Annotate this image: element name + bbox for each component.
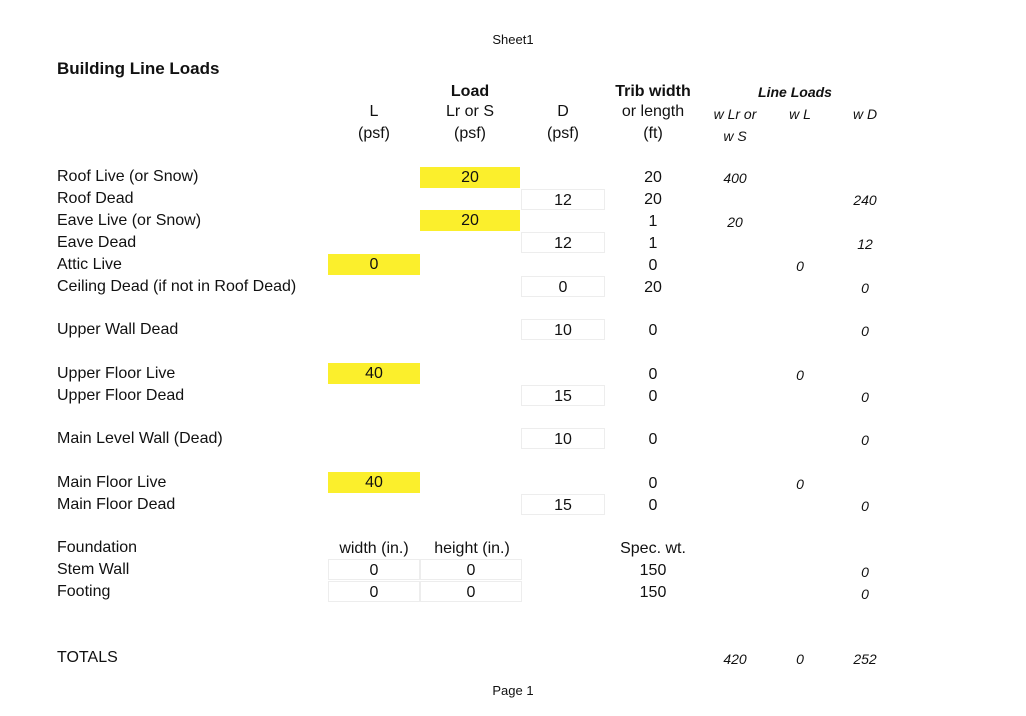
wD-value: 240 [853, 192, 877, 208]
trib-value: 1 [648, 235, 658, 252]
header-or-length: or length [621, 103, 685, 120]
header-L: L [369, 103, 379, 120]
wLrS-value: 400 [723, 170, 747, 186]
d-input[interactable]: 10 [521, 428, 605, 449]
foundation-width-header: width (in.) [339, 540, 409, 557]
wD-value: 0 [861, 323, 869, 339]
trib-value: 0 [648, 322, 658, 339]
trib-value: 1 [648, 213, 658, 230]
row-label: Eave Dead [57, 234, 137, 251]
header-wLrS-line2: w S [723, 128, 747, 144]
row-label: Upper Wall Dead [57, 321, 179, 338]
header-LrS: Lr or S [445, 103, 494, 120]
header-trib-unit: (ft) [643, 125, 663, 142]
page-footer: Page 1 [492, 683, 534, 698]
wD-value: 0 [861, 389, 869, 405]
wD-value: 12 [857, 236, 873, 252]
row-label: Ceiling Dead (if not in Roof Dead) [57, 278, 297, 295]
wL-value: 0 [796, 258, 804, 274]
row-label: Roof Dead [57, 190, 134, 207]
header-D-unit: (psf) [547, 125, 579, 142]
header-trib-width: Trib width [615, 83, 691, 100]
row-label: Attic Live [57, 256, 122, 273]
d-input[interactable]: 12 [521, 232, 605, 253]
foundation-height-input[interactable]: 0 [420, 559, 522, 580]
row-label: Upper Floor Live [57, 365, 176, 382]
header-wL: w L [789, 106, 811, 122]
lrs-input[interactable]: 20 [420, 210, 520, 231]
wL-value: 0 [796, 367, 804, 383]
trib-value: 20 [644, 191, 662, 208]
wD-value: 0 [861, 564, 869, 580]
total-wL: 0 [796, 651, 804, 667]
wD-value: 0 [861, 280, 869, 296]
row-label: Footing [57, 583, 111, 600]
row-label: Main Floor Live [57, 474, 167, 491]
trib-value: 0 [648, 497, 658, 514]
header-L-unit: (psf) [358, 125, 390, 142]
lrs-input[interactable]: 20 [420, 167, 520, 188]
foundation-specwt-value: 150 [639, 584, 667, 601]
trib-value: 0 [648, 388, 658, 405]
l-input[interactable]: 40 [328, 472, 420, 493]
wLrS-value: 20 [727, 214, 743, 230]
row-label: Stem Wall [57, 561, 130, 578]
totals-label: TOTALS [57, 649, 118, 666]
foundation-height-header: height (in.) [434, 540, 510, 557]
wD-value: 0 [861, 586, 869, 602]
foundation-width-input[interactable]: 0 [328, 581, 420, 602]
document-title: Building Line Loads [57, 59, 220, 78]
d-input[interactable]: 12 [521, 189, 605, 210]
row-label: Main Level Wall (Dead) [57, 430, 223, 447]
sheet-tab-title: Sheet1 [492, 32, 534, 47]
row-label: Eave Live (or Snow) [57, 212, 202, 229]
l-input[interactable]: 0 [328, 254, 420, 275]
d-input[interactable]: 15 [521, 385, 605, 406]
trib-value: 20 [644, 279, 662, 296]
trib-value: 0 [648, 366, 658, 383]
l-input[interactable]: 40 [328, 363, 420, 384]
header-load: Load [450, 83, 490, 100]
foundation-width-input[interactable]: 0 [328, 559, 420, 580]
foundation-specwt-header: Spec. wt. [620, 540, 686, 557]
foundation-specwt-value: 150 [639, 562, 667, 579]
d-input[interactable]: 0 [521, 276, 605, 297]
header-D: D [557, 103, 569, 120]
trib-value: 0 [648, 257, 658, 274]
total-wLrS: 420 [723, 651, 747, 667]
trib-value: 0 [648, 431, 658, 448]
row-label: Roof Live (or Snow) [57, 168, 199, 185]
row-label: Main Floor Dead [57, 496, 176, 513]
header-wLrS-line1: w Lr or [713, 106, 757, 122]
d-input[interactable]: 15 [521, 494, 605, 515]
trib-value: 20 [644, 169, 662, 186]
total-wD: 252 [853, 651, 877, 667]
header-line-loads: Line Loads [758, 84, 832, 100]
wL-value: 0 [796, 476, 804, 492]
foundation-label: Foundation [57, 539, 138, 556]
wD-value: 0 [861, 432, 869, 448]
header-wD: w D [852, 106, 878, 122]
trib-value: 0 [648, 475, 658, 492]
d-input[interactable]: 10 [521, 319, 605, 340]
header-LrS-unit: (psf) [454, 125, 486, 142]
foundation-height-input[interactable]: 0 [420, 581, 522, 602]
row-label: Upper Floor Dead [57, 387, 185, 404]
wD-value: 0 [861, 498, 869, 514]
